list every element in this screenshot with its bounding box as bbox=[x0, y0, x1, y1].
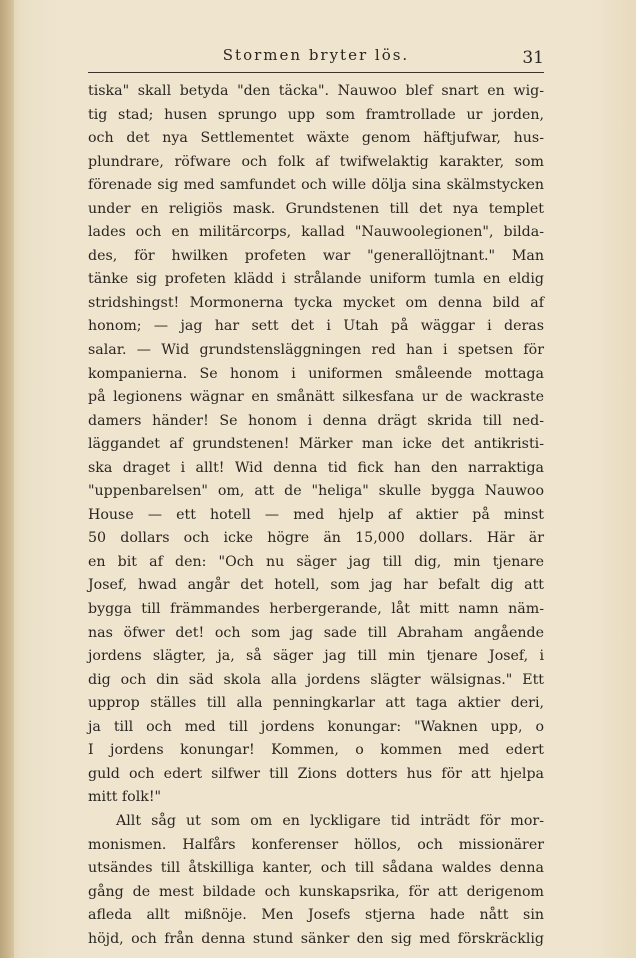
text-line: stridshingst! Mormonerna tycka mycket om denna bild af bbox=[88, 294, 544, 311]
header-rule bbox=[88, 72, 544, 73]
text-line: des, för hwilken profeten war "generallöjtnant." Man bbox=[88, 247, 544, 264]
text-line: förenade sig med samfundet och wille dölja sina skälmstycken bbox=[88, 177, 544, 194]
text-line: monismen. Halfårs konferenser höllos, och missionärer bbox=[88, 836, 544, 853]
text-line: Josef, hwad angår det hotell, som jag har befalt dig att bbox=[88, 577, 544, 594]
text-line: tänke sig profeten klädd i strålande uniform tumla en eldig bbox=[88, 271, 544, 288]
page-spine-shadow bbox=[0, 0, 14, 958]
body-text bbox=[88, 80, 544, 951]
text-line: och det nya Settlementet wäxte genom häftjufwar, hus- bbox=[88, 130, 544, 147]
running-title: Stormen bryter lös. bbox=[222, 46, 410, 64]
text-line: upprop ställes till alla penningkarlar att taga aktier deri, bbox=[88, 695, 544, 712]
page-number: 31 bbox=[522, 48, 544, 68]
text-line: dig och din säd skola alla jordens slägter wälsignas." Ett bbox=[88, 671, 544, 688]
text-line: läggandet af grundstenen! Märker man icke det antikristi- bbox=[88, 436, 544, 453]
text-line: honom; — jag har sett det i Utah på wäggar i deras bbox=[88, 318, 544, 335]
text-line: på legionens wägnar en smånätt silkesfana ur de wackraste bbox=[88, 389, 544, 406]
text-line: höjd, och från denna stund sänker den sig med förskräcklig bbox=[88, 930, 544, 947]
text-line: Allt såg ut som om en lyckligare tid inträdt för mor- bbox=[116, 812, 544, 829]
text-line: nas öfwer det! och som jag sade till Abraham angående bbox=[88, 624, 544, 641]
text-line: gång de mest bildade och kunskapsrika, för att derigenom bbox=[88, 883, 544, 900]
text-line: I jordens konungar! Kommen, o kommen med edert bbox=[88, 742, 544, 759]
text-line: House — ett hotell — med hjelp af aktier på minst bbox=[88, 506, 544, 523]
text-line: "uppenbarelsen" om, att de "heliga" skulle bygga Nauwoo bbox=[88, 483, 544, 500]
text-line: tiska" skall betyda "den täcka". Nauwoo blef snart en wig- bbox=[88, 83, 544, 99]
text-line: plundrare, röfware och folk af twifwelaktig karakter, som bbox=[88, 153, 544, 170]
text-line: tig stad; husen sprungo upp som framtrollade ur jorden, bbox=[88, 106, 544, 123]
text-line: damers händer! Se honom i denna drägt skrida till ned- bbox=[88, 412, 544, 429]
text-line: guld och edert silfwer till Zions dotters hus för att hjelpa bbox=[88, 765, 544, 782]
text-line: afleda allt mißnöje. Men Josefs stjerna hade nått sin bbox=[88, 907, 544, 924]
text-line: jordens slägter, ja, så säger jag till min tjenare Josef, i bbox=[88, 648, 544, 665]
text-line: kompanierna. Se honom i uniformen småleende mottaga bbox=[88, 365, 544, 382]
text-line: en bit af den: "Och nu säger jag till dig, min tjenare bbox=[88, 553, 544, 570]
text-line: salar. — Wid grundstensläggningen red han i spetsen för bbox=[88, 342, 544, 359]
text-line: lades och en militärcorps, kallad "Nauwoolegionen", bilda- bbox=[88, 224, 544, 241]
text-line: ja till och med till jordens konungar: "Waknen upp, o bbox=[88, 718, 544, 735]
text-line: 50 dollars och icke högre än 15,000 dollars. Här är bbox=[88, 530, 544, 547]
text-line: utsändes till åtskilliga kanter, och till sådana waldes denna bbox=[88, 860, 544, 877]
text-line: mitt folk!" bbox=[88, 789, 162, 806]
text-line: bygga till främmandes herbergerande, låt mitt namn näm- bbox=[88, 601, 544, 618]
text-line: ska draget i allt! Wid denna tid fick han den narraktiga bbox=[88, 459, 544, 476]
text-line: under en religiös mask. Grundstenen till det nya templet bbox=[88, 200, 544, 217]
page-header bbox=[88, 44, 544, 70]
